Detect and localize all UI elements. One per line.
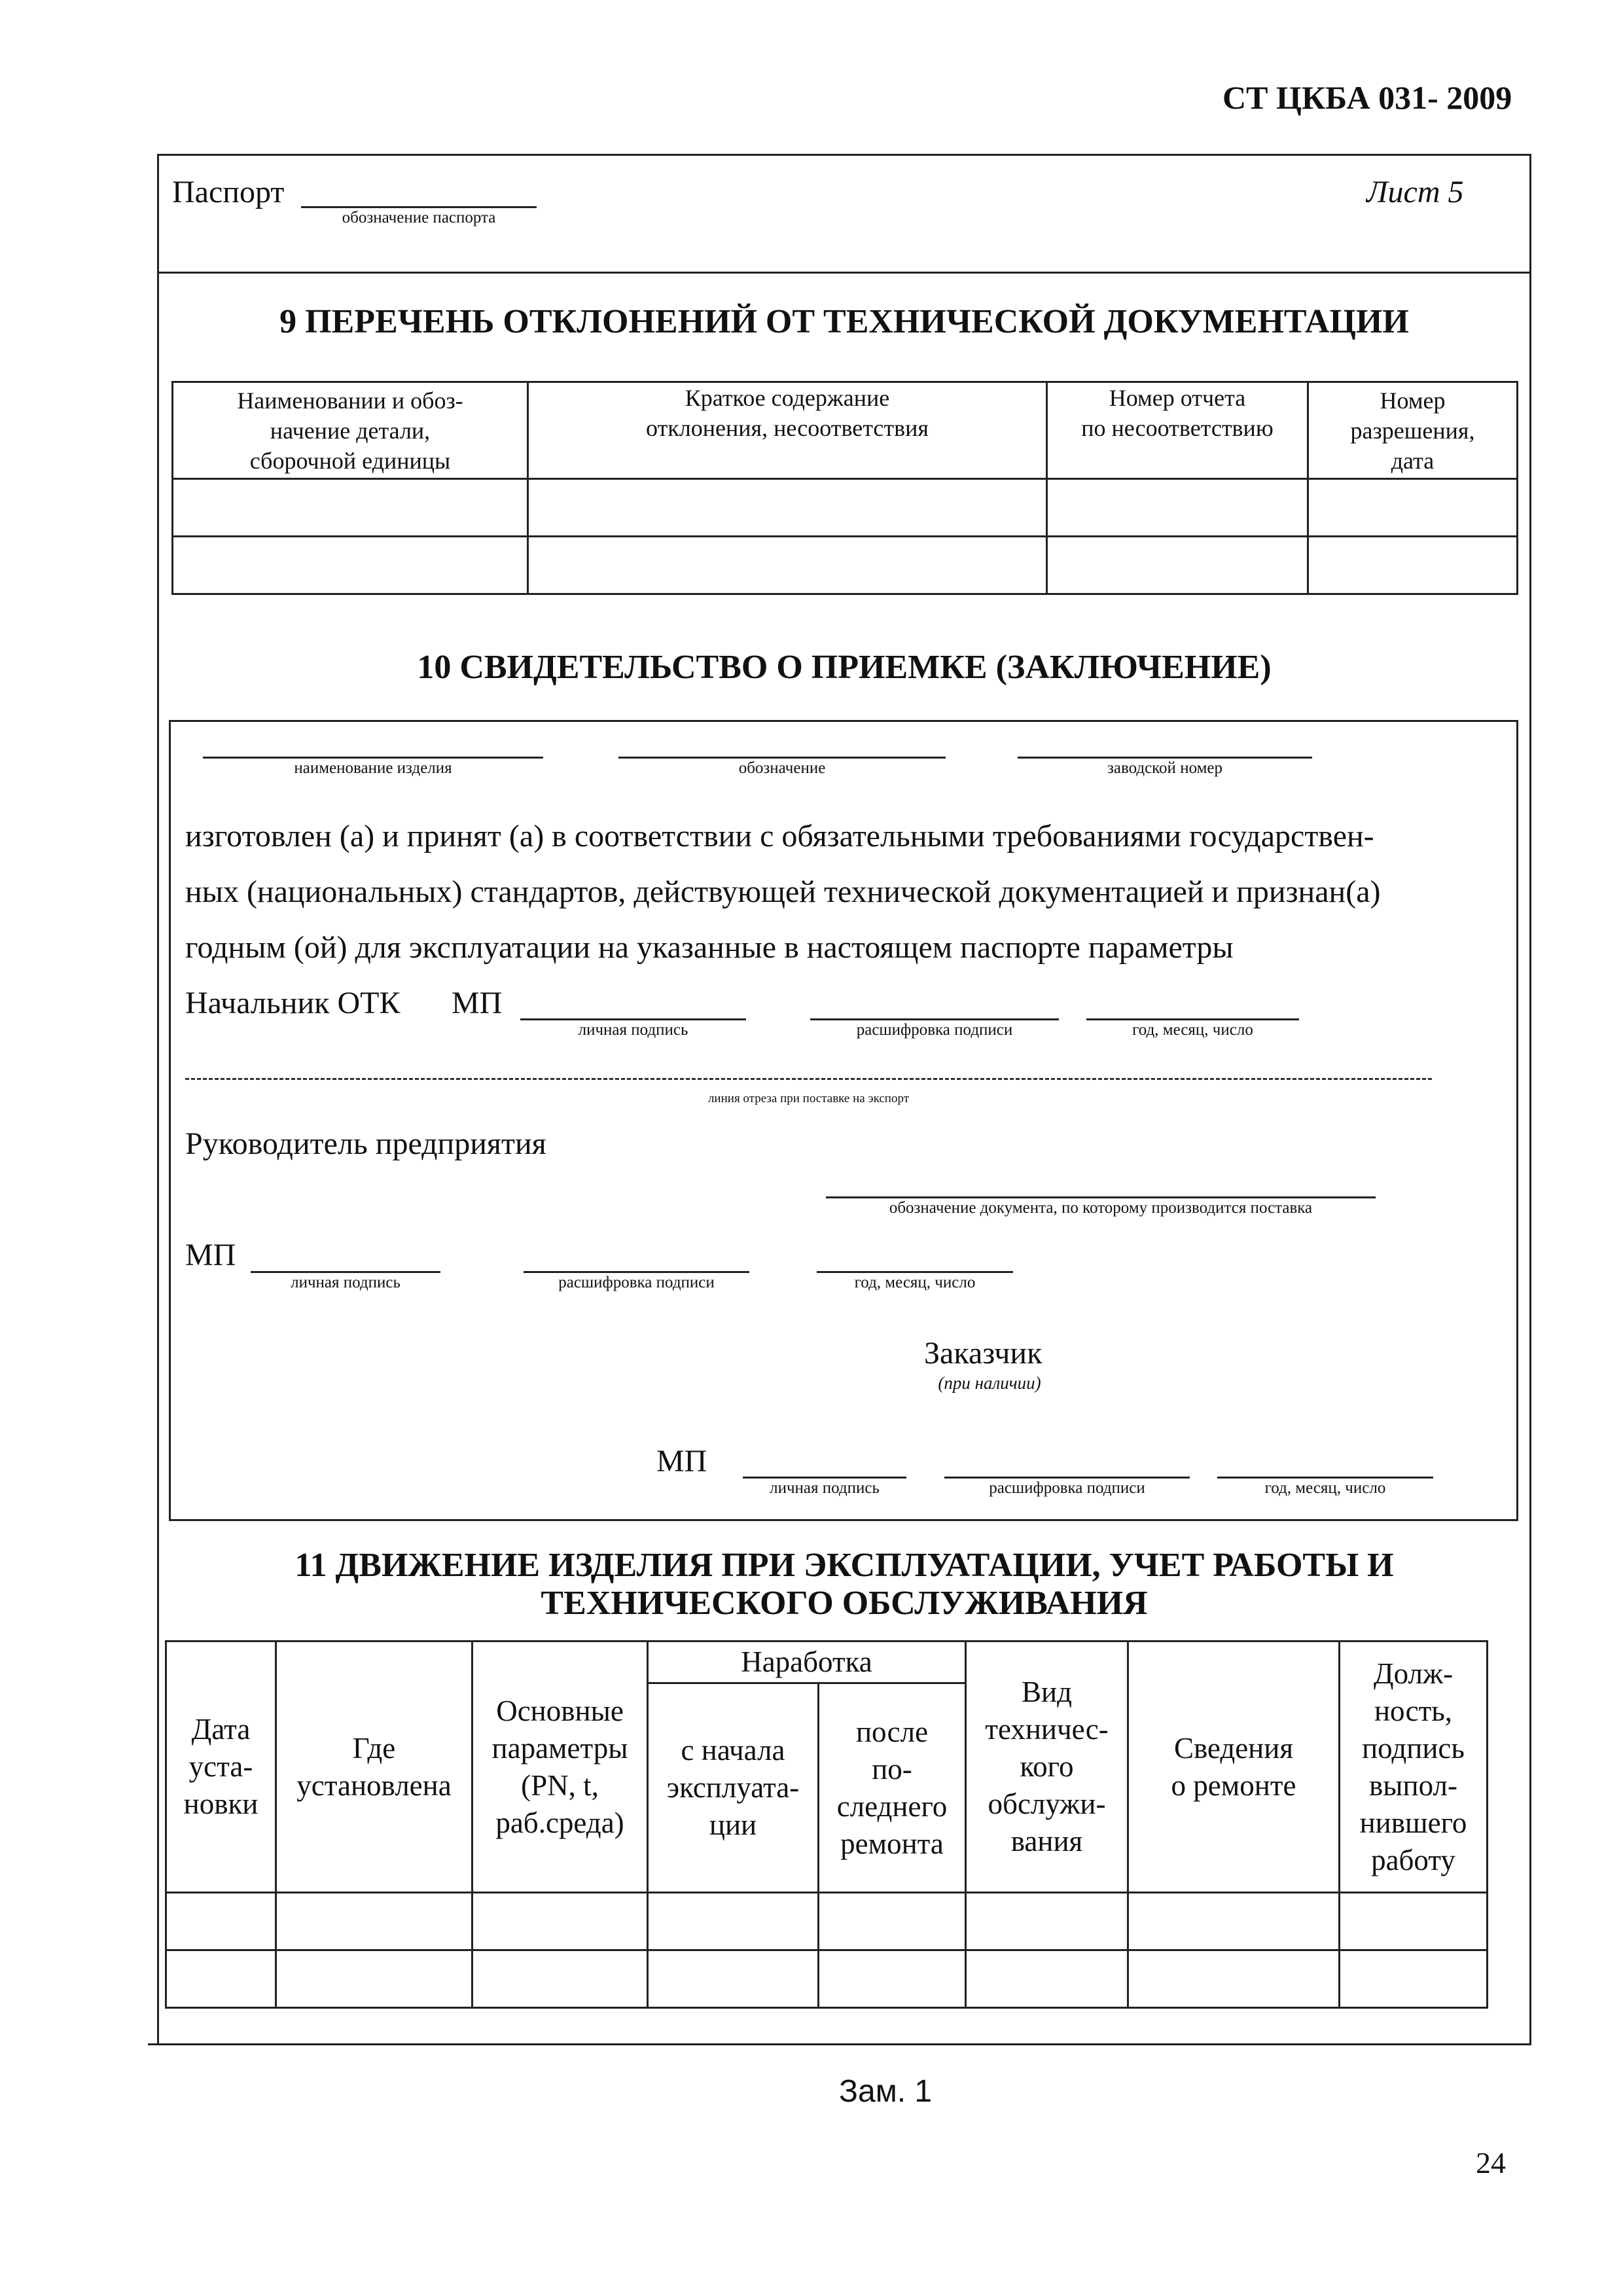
frame-left: [157, 154, 159, 2045]
stamp-label-customer: МП: [656, 1444, 707, 1479]
table-row: [166, 1893, 1488, 1950]
customer-signature-caption: личная подпись: [743, 1477, 906, 1498]
supply-document-caption: обозначение документа, по которому производится поставка: [826, 1196, 1376, 1217]
otk-date-caption: год, месяц, число: [1086, 1018, 1299, 1039]
customer-date-caption: год, месяц, число: [1217, 1477, 1433, 1498]
acceptance-text-line-1: изготовлен (а) и принят (а) в соответствии с обязательными требованиями государствен-: [185, 819, 1374, 853]
frame-header-divider: [157, 272, 1531, 274]
otk-head-label: Начальник ОТК: [185, 986, 401, 1020]
section-11-title-line-2: ТЕХНИЧЕСКОГО ОБСЛУЖИВАНИЯ: [541, 1585, 1148, 1622]
deviations-col-permit: Номер разрешения, дата: [1308, 382, 1518, 479]
col-operating-since-repair: после по- следнего ремонта: [819, 1683, 966, 1893]
passport-label: Паспорт: [172, 175, 285, 209]
col-location: Где установлена: [276, 1641, 473, 1893]
table-row: [173, 479, 1518, 537]
otk-decode-caption: расшифровка подписи: [810, 1018, 1059, 1039]
frame-bottom: [148, 2043, 1531, 2045]
page-number: 24: [1476, 2146, 1506, 2179]
serial-number-caption: заводской номер: [1018, 757, 1312, 778]
acceptance-text-line-3: годным (ой) для эксплуатации на указанные в настоящем паспорте параметры: [185, 930, 1234, 965]
col-service-type: Вид техничес- кого обслужи- вания: [966, 1641, 1128, 1893]
customer-label: Заказчик: [924, 1336, 1043, 1371]
col-operating-time: Наработка: [648, 1641, 966, 1683]
frame-right: [1529, 154, 1531, 2045]
customer-note: (при наличии): [938, 1373, 1041, 1393]
product-name-caption: наименование изделия: [203, 757, 543, 778]
cut-line-caption: линия отреза при поставке на экспорт: [707, 1092, 910, 1105]
col-repair-info: Сведения о ремонте: [1128, 1641, 1340, 1893]
director-label: Руководитель предприятия: [185, 1126, 546, 1161]
section-11-title-line-1: 11 ДВИЖЕНИЕ ИЗДЕЛИЯ ПРИ ЭКСПЛУАТАЦИИ, УЧЕТ РАБОТЫ И: [294, 1547, 1394, 1584]
passport-designation-caption: обозначение паспорта: [301, 206, 537, 227]
standard-code: СТ ЦКБА 031- 2009: [1222, 79, 1512, 116]
director-signature-caption: личная подпись: [251, 1271, 440, 1292]
deviations-col-content: Краткое содержание отклонения, несоответствия: [528, 382, 1047, 479]
sheet-number: Лист 5: [1366, 175, 1464, 209]
table-row: [166, 1950, 1488, 2008]
designation-caption: обозначение: [618, 757, 946, 778]
director-decode-caption: расшифровка подписи: [524, 1271, 749, 1292]
col-position-signature: Долж- ность, подпись выпол- нившего работу: [1340, 1641, 1488, 1893]
table-row: [173, 537, 1518, 594]
acceptance-text-line-2: ных (национальных) стандартов, действующей технической документацией и признан(а): [185, 874, 1381, 909]
operation-table: [165, 1640, 1488, 2009]
customer-decode-caption: расшифровка подписи: [944, 1477, 1190, 1498]
section-10-title: 10 СВИДЕТЕЛЬСТВО О ПРИЕМКЕ (ЗАКЛЮЧЕНИЕ): [417, 649, 1272, 686]
col-operating-since-start: с начала эксплуата- ции: [648, 1683, 819, 1893]
stamp-label-otk: МП: [452, 986, 503, 1020]
section-9-title: 9 ПЕРЕЧЕНЬ ОТКЛОНЕНИЙ ОТ ТЕХНИЧЕСКОЙ ДОКУМЕНТАЦИИ: [279, 303, 1409, 340]
change-note: Зам. 1: [839, 2074, 933, 2109]
stamp-label-director: МП: [185, 1238, 236, 1272]
cut-line: [185, 1078, 1432, 1080]
col-main-params: Основные параметры (PN, t, раб.среда): [473, 1641, 648, 1893]
otk-signature-caption: личная подпись: [520, 1018, 746, 1039]
deviations-table: [171, 381, 1518, 595]
director-date-caption: год, месяц, число: [817, 1271, 1013, 1292]
deviations-col-report: Номер отчета по несоответствию: [1047, 382, 1308, 479]
frame-top: [157, 154, 1531, 156]
col-install-date: Дата уста- новки: [166, 1641, 276, 1893]
deviations-col-name: Наименовании и обоз- начение детали, сборочной единицы: [173, 382, 528, 479]
